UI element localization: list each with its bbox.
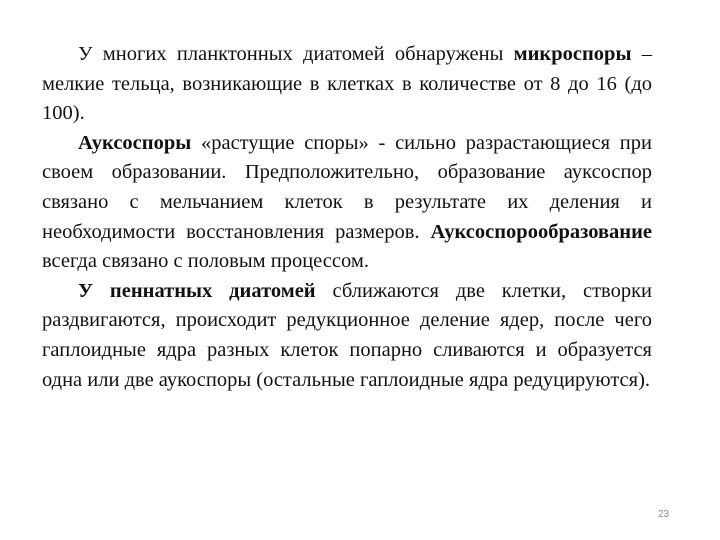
term-auxospores: Ауксоспоры bbox=[78, 131, 192, 154]
text-run: У многих планктонных диатомей обнаружены bbox=[78, 43, 514, 65]
body-text bbox=[42, 40, 652, 395]
text-run: сближаются две клетки, створки раздвигаются, происходит редукционное деление ядер, после чего гаплоидные ядра разных клеток попарно сливаются и образуется одна или две аукоспоры (остальные гаплоидные ядра редуцируются). bbox=[42, 279, 653, 391]
paragraph-pennate-diatoms bbox=[42, 277, 652, 395]
page-number: 23 bbox=[658, 509, 670, 520]
text-run: – мелкие тельца, возникающие в клетках в количестве от 8 до 16 (до 100). bbox=[42, 43, 652, 125]
text-run: «растущие споры» - сильно разрастающиеся при своем образовании. Предположительно, образование ауксоспор связано с мельчанием клеток в результате их деления и необходимости восстановления размеров. bbox=[42, 131, 652, 243]
paragraph-auxospores bbox=[42, 129, 652, 277]
text-run: всегда связано с половым процессом. bbox=[42, 250, 369, 273]
term-pennate-diatoms: У пеннатных диатомей bbox=[78, 279, 316, 302]
paragraph-microspores bbox=[42, 40, 652, 129]
term-auxosporogenesis: Ауксоспорообразование bbox=[430, 220, 652, 243]
term-microspores: микроспоры bbox=[513, 43, 632, 65]
